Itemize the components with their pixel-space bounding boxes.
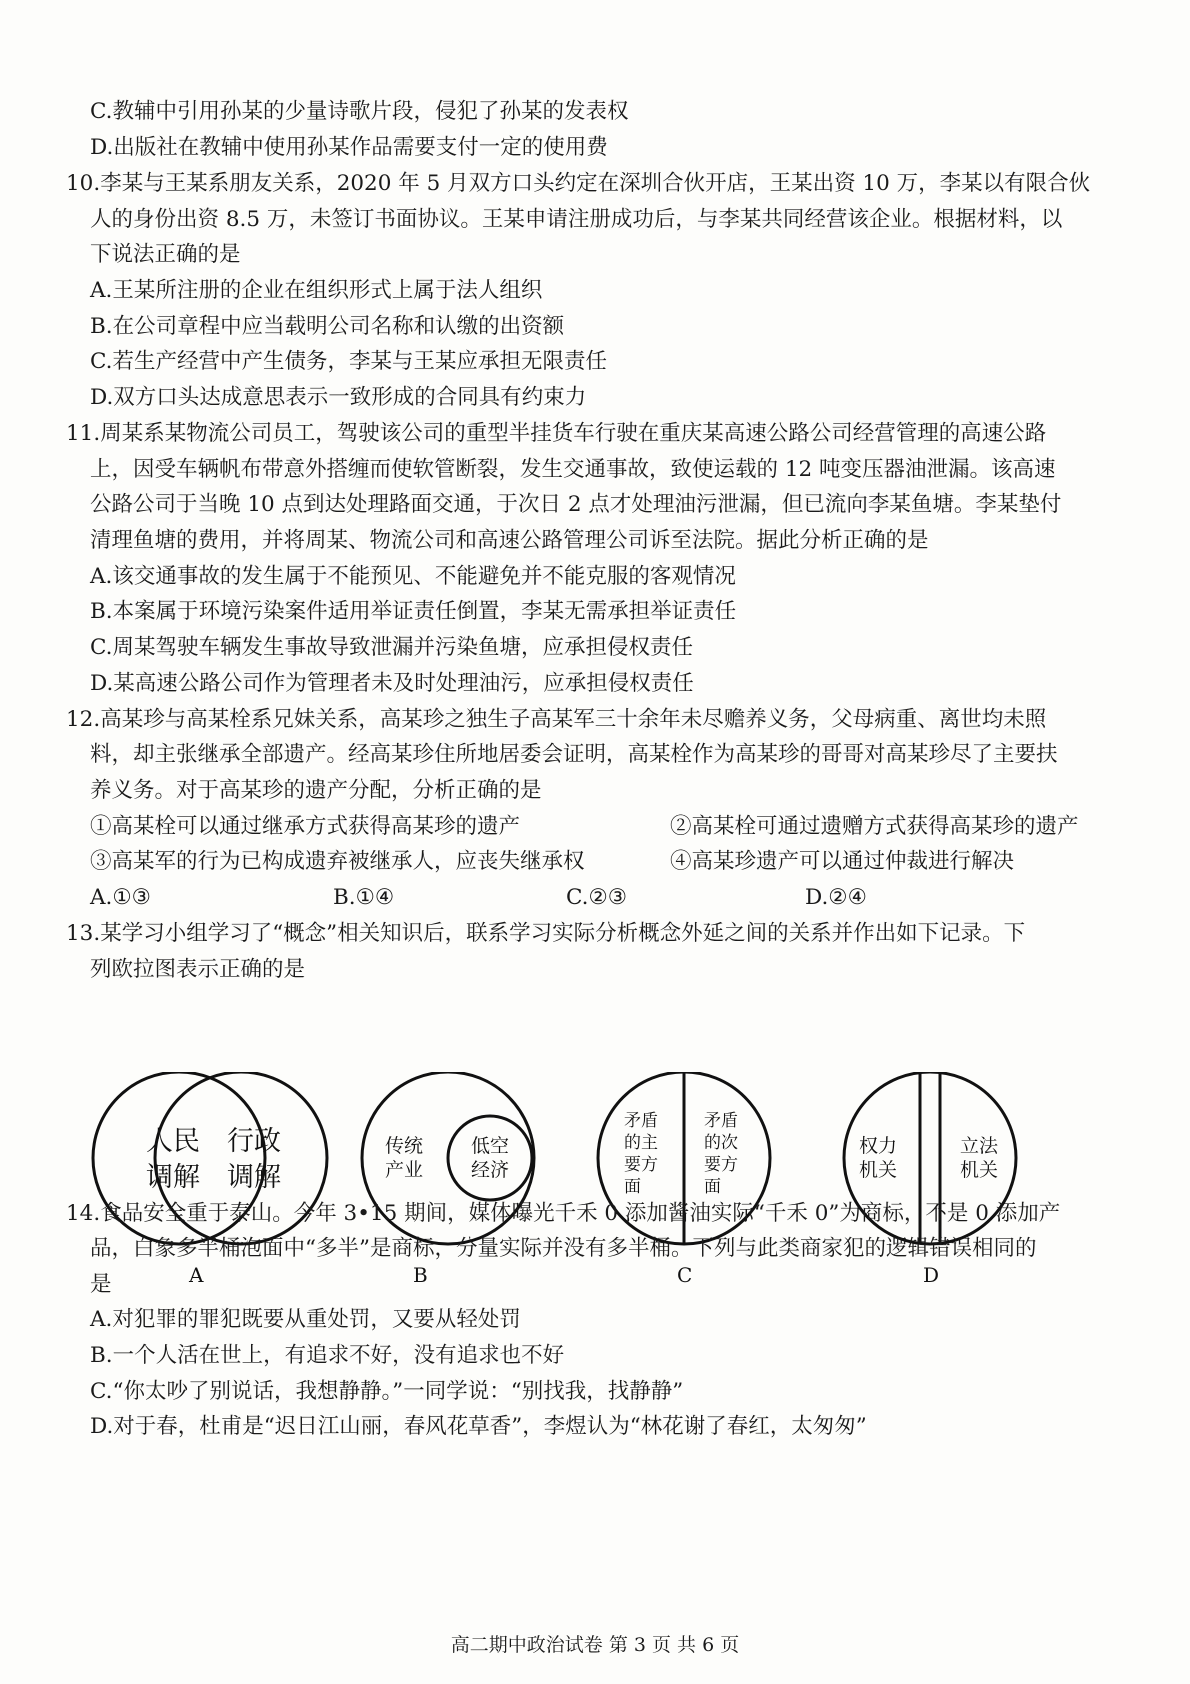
q10-option-b: B.在公司章程中应当载明公司名称和认缴的出资额	[90, 314, 565, 339]
q14-stem-line-2: 品，白象多半桶泡面中“多半”是商标，分量实际并没有多半桶。下列与此类商家犯的逻辑错误相同的	[90, 1236, 1037, 1261]
diagram-c-right-line-2: 的次	[704, 1133, 738, 1153]
diagram-c-right-line-4: 面	[704, 1177, 721, 1197]
diagram-d-left-line-1: 权力	[859, 1135, 898, 1157]
q14-option-d: D.对于春，杜甫是“迟日江山丽，春风花草香”，李煜认为“林花谢了春红，太匆匆”	[90, 1414, 867, 1439]
q9-option-c: C.教辅中引用孙某的少量诗歌片段，侵犯了孙某的发表权	[90, 99, 629, 124]
diagram-d-left-line-2: 机关	[859, 1159, 898, 1181]
q10-stem-line-2: 人的身份出资 8.5 万，未签订书面协议。王某申请注册成功后，与李某共同经营该企业。根据材料，以	[90, 207, 1063, 232]
q10-option-d: D.双方口头达成意思表示一致形成的合同具有约束力	[90, 385, 587, 410]
q13-stem-line-1: 13.某学习小组学习了“概念”相关知识后，联系学习实际分析概念外延之间的关系并作出如下记录。下	[66, 921, 1026, 946]
q11-option-c: C.周某驾驶车辆发生事故导致泄漏并污染鱼塘，应承担侵权责任	[90, 635, 694, 660]
diagram-b-outer-line-1: 传统	[385, 1135, 424, 1157]
q14-option-c: C.“你太吵了别说话，我想静静。”一同学说：“别找我，找静静”	[90, 1379, 684, 1404]
q11-option-d: D.某高速公路公司作为管理者未及时处理油污，应承担侵权责任	[90, 671, 694, 696]
q12-item-1: ①高某栓可以通过继承方式获得高某珍的遗产	[90, 814, 521, 839]
diagram-c-label: C	[677, 1263, 693, 1287]
diagram-b-label: B	[413, 1263, 428, 1287]
q12-option-d: D.②④	[805, 885, 867, 910]
q12-stem-line-2: 料，却主张继承全部遗产。经高某珍住所地居委会证明，高某栓作为高某珍的哥哥对高某珍尽了主要扶	[90, 742, 1058, 767]
diagram-c-left-line-2: 的主	[624, 1133, 658, 1153]
page-footer: 高二期中政治试卷 第 3 页 共 6 页	[450, 1634, 740, 1656]
q12-item-2: ②高某栓可通过遗赠方式获得高某珍的遗产	[670, 814, 1079, 839]
diagram-c-left-line-1: 矛盾	[624, 1111, 658, 1131]
q14-option-b: B.一个人活在世上，有追求不好，没有追求也不好	[90, 1343, 565, 1368]
q14-stem-line-1: 14.食品安全重于泰山。今年 3•15 期间，媒体曝光千禾 0 添加酱油实际“千禾 0”为商标，不是 0 添加产	[66, 1201, 1061, 1226]
diagram-b-outer-line-2: 产业	[385, 1159, 424, 1181]
q12-item-4: ④高某珍遗产可以通过仲裁进行解决	[670, 849, 1015, 874]
diagram-d-right-line-2: 机关	[960, 1159, 999, 1181]
diagram-c-right-line-3: 要方	[704, 1155, 738, 1175]
q12-stem-line-1: 12.高某珍与高某栓系兄妹关系，高某珍之独生子高某军三十余年未尽赡养义务，父母病重、离世均未照	[66, 707, 1047, 732]
diagram-a-right-line-2: 调解	[227, 1162, 281, 1193]
q14-option-a: A.对犯罪的罪犯既要从重处罚，又要从轻处罚	[90, 1307, 521, 1332]
q11-stem-line-4: 清理鱼塘的费用，并将周某、物流公司和高速公路管理公司诉至法院。据此分析正确的是	[90, 528, 929, 553]
diagram-b-inner-line-1: 低空	[471, 1135, 510, 1157]
q11-option-b: B.本案属于环境污染案件适用举证责任倒置，李某无需承担举证责任	[90, 599, 737, 624]
q12-option-c: C.②③	[566, 885, 628, 910]
diagram-c-right-line-1: 矛盾	[704, 1111, 738, 1131]
diagram-d-right-line-1: 立法	[960, 1135, 999, 1157]
q14-stem-line-3: 是	[90, 1272, 112, 1297]
q11-stem-line-2: 上，因受车辆帆布带意外搭缠而使软管断裂，发生交通事故，致使运载的 12 吨变压器油泄漏。该高速	[90, 457, 1056, 482]
euler-diagrams	[80, 1072, 1160, 1312]
q12-option-b: B.①④	[333, 885, 395, 910]
q11-stem-line-1: 11.周某系某物流公司员工，驾驶该公司的重型半挂货车行驶在重庆某高速公路公司经营管理的高速公路	[66, 421, 1047, 446]
q12-stem-line-3: 养义务。对于高某珍的遗产分配，分析正确的是	[90, 778, 542, 803]
diagram-a-left-line-1: 人民	[146, 1126, 200, 1157]
diagram-b-inner-line-2: 经济	[471, 1159, 510, 1181]
q10-stem-line-3: 下说法正确的是	[90, 242, 241, 267]
q10-option-c: C.若生产经营中产生债务，李某与王某应承担无限责任	[90, 349, 608, 374]
q11-option-a: A.该交通事故的发生属于不能预见、不能避免并不能克服的客观情况	[90, 564, 736, 589]
diagram-c-left-line-4: 面	[624, 1177, 641, 1197]
diagram-a-right-line-1: 行政	[227, 1126, 281, 1157]
q13-stem-line-2: 列欧拉图表示正确的是	[90, 957, 306, 982]
diagram-a-left-line-2: 调解	[146, 1162, 200, 1193]
q11-stem-line-3: 公路公司于当晚 10 点到达处理路面交通，于次日 2 点才处理油污泄漏，但已流向李某鱼塘。李某垫付	[90, 492, 1062, 517]
diagram-c-left-line-3: 要方	[624, 1155, 658, 1175]
q10-option-a: A.王某所注册的企业在组织形式上属于法人组织	[90, 278, 543, 303]
diagram-d-label: D	[923, 1263, 940, 1287]
q10-stem-line-1: 10.李某与王某系朋友关系，2020 年 5 月双方口头约定在深圳合伙开店，王某出资 10 万，李某以有限合伙	[66, 171, 1091, 196]
q12-item-3: ③高某军的行为已构成遗弃被继承人，应丧失继承权	[90, 849, 585, 874]
q9-option-d: D.出版社在教辅中使用孙某作品需要支付一定的使用费	[90, 135, 608, 160]
diagram-a-label: A	[189, 1263, 204, 1287]
q12-option-a: A.①③	[90, 885, 151, 910]
